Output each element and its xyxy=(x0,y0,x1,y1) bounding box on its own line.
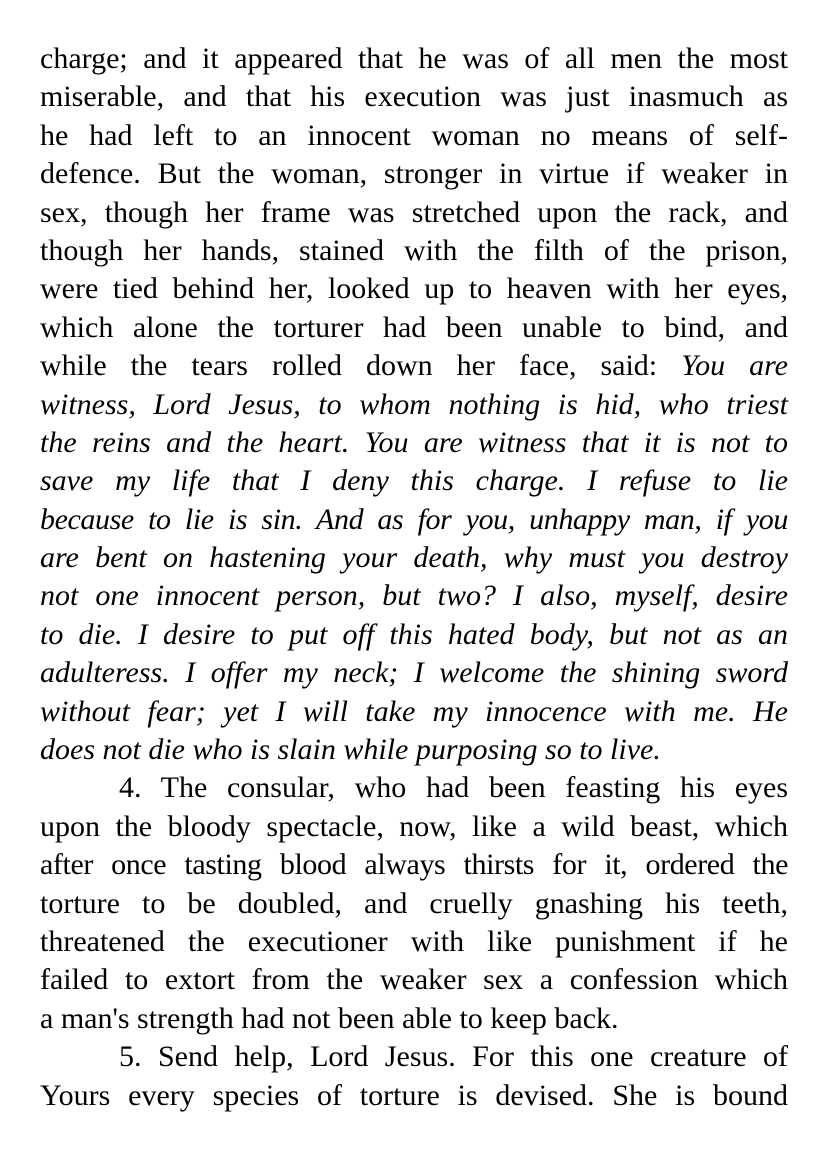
text-line-italic: the reins and the heart. You are witness that it is not to xyxy=(40,425,788,459)
text-line: charge; and it appeared that he was of all men the most xyxy=(40,42,788,75)
text-line-italic: because to lie is sin. And as for you, unhappy man, if you xyxy=(40,502,788,536)
text-line: though her hands, stained with the filth of the prison, xyxy=(40,233,788,267)
paragraph-start-line: 4. The consular, who had been feasting his eyes xyxy=(119,771,788,805)
text-line: sex, though her frame was stretched upon the rack, and xyxy=(40,195,788,229)
text-line-italic: not one innocent person, but two? I also, myself, desire xyxy=(40,579,788,613)
text-line: failed to extort from the weaker sex a confession which xyxy=(40,963,788,997)
text-line: were tied behind her, looked up to heaven with her eyes, xyxy=(40,272,788,306)
text-line-mixed xyxy=(40,347,788,385)
paragraph-start-line: 5. Send help, Lord Jesus. For this one creature of xyxy=(119,1040,788,1074)
text-line-italic: witness, Lord Jesus, to whom nothing is hid, who triest xyxy=(40,387,788,421)
text-line-italic: are bent on hastening your death, why must you destroy xyxy=(40,541,788,575)
text-line: threatened the executioner with like punishment if he xyxy=(40,924,788,958)
text-line: which alone the torturer had been unable to bind, and xyxy=(40,310,788,344)
text-line: a man's strength had not been able to keep back. xyxy=(40,1001,619,1035)
text-line-italic: to die. I desire to put off this hated body, but not as an xyxy=(40,617,788,651)
document-page xyxy=(40,40,788,1115)
text-line-italic: does not die who is slain while purposing so to live. xyxy=(40,733,661,767)
text-line-italic-part: You are xyxy=(681,349,789,383)
text-line-roman-part: while the tears rolled down her face, said: xyxy=(40,349,658,383)
text-line: defence. But the woman, stronger in virtue if weaker in xyxy=(40,157,788,191)
text-line: after once tasting blood always thirsts for it, ordered the xyxy=(40,848,788,882)
text-line-italic: without fear; yet I will take my innocence with me. He xyxy=(40,694,788,728)
text-line: upon the bloody spectacle, now, like a wild beast, which xyxy=(40,809,788,843)
text-line: he had left to an innocent woman no means of self- xyxy=(40,118,788,152)
text-line-italic: adulteress. I offer my neck; I welcome the shining sword xyxy=(40,656,788,690)
text-line: torture to be doubled, and cruelly gnashing his teeth, xyxy=(40,886,788,920)
text-line-italic: save my life that I deny this charge. I refuse to lie xyxy=(40,464,788,498)
text-line: Yours every species of torture is devised. She is bound xyxy=(40,1078,788,1112)
text-line: miserable, and that his execution was just inasmuch as xyxy=(40,80,788,114)
